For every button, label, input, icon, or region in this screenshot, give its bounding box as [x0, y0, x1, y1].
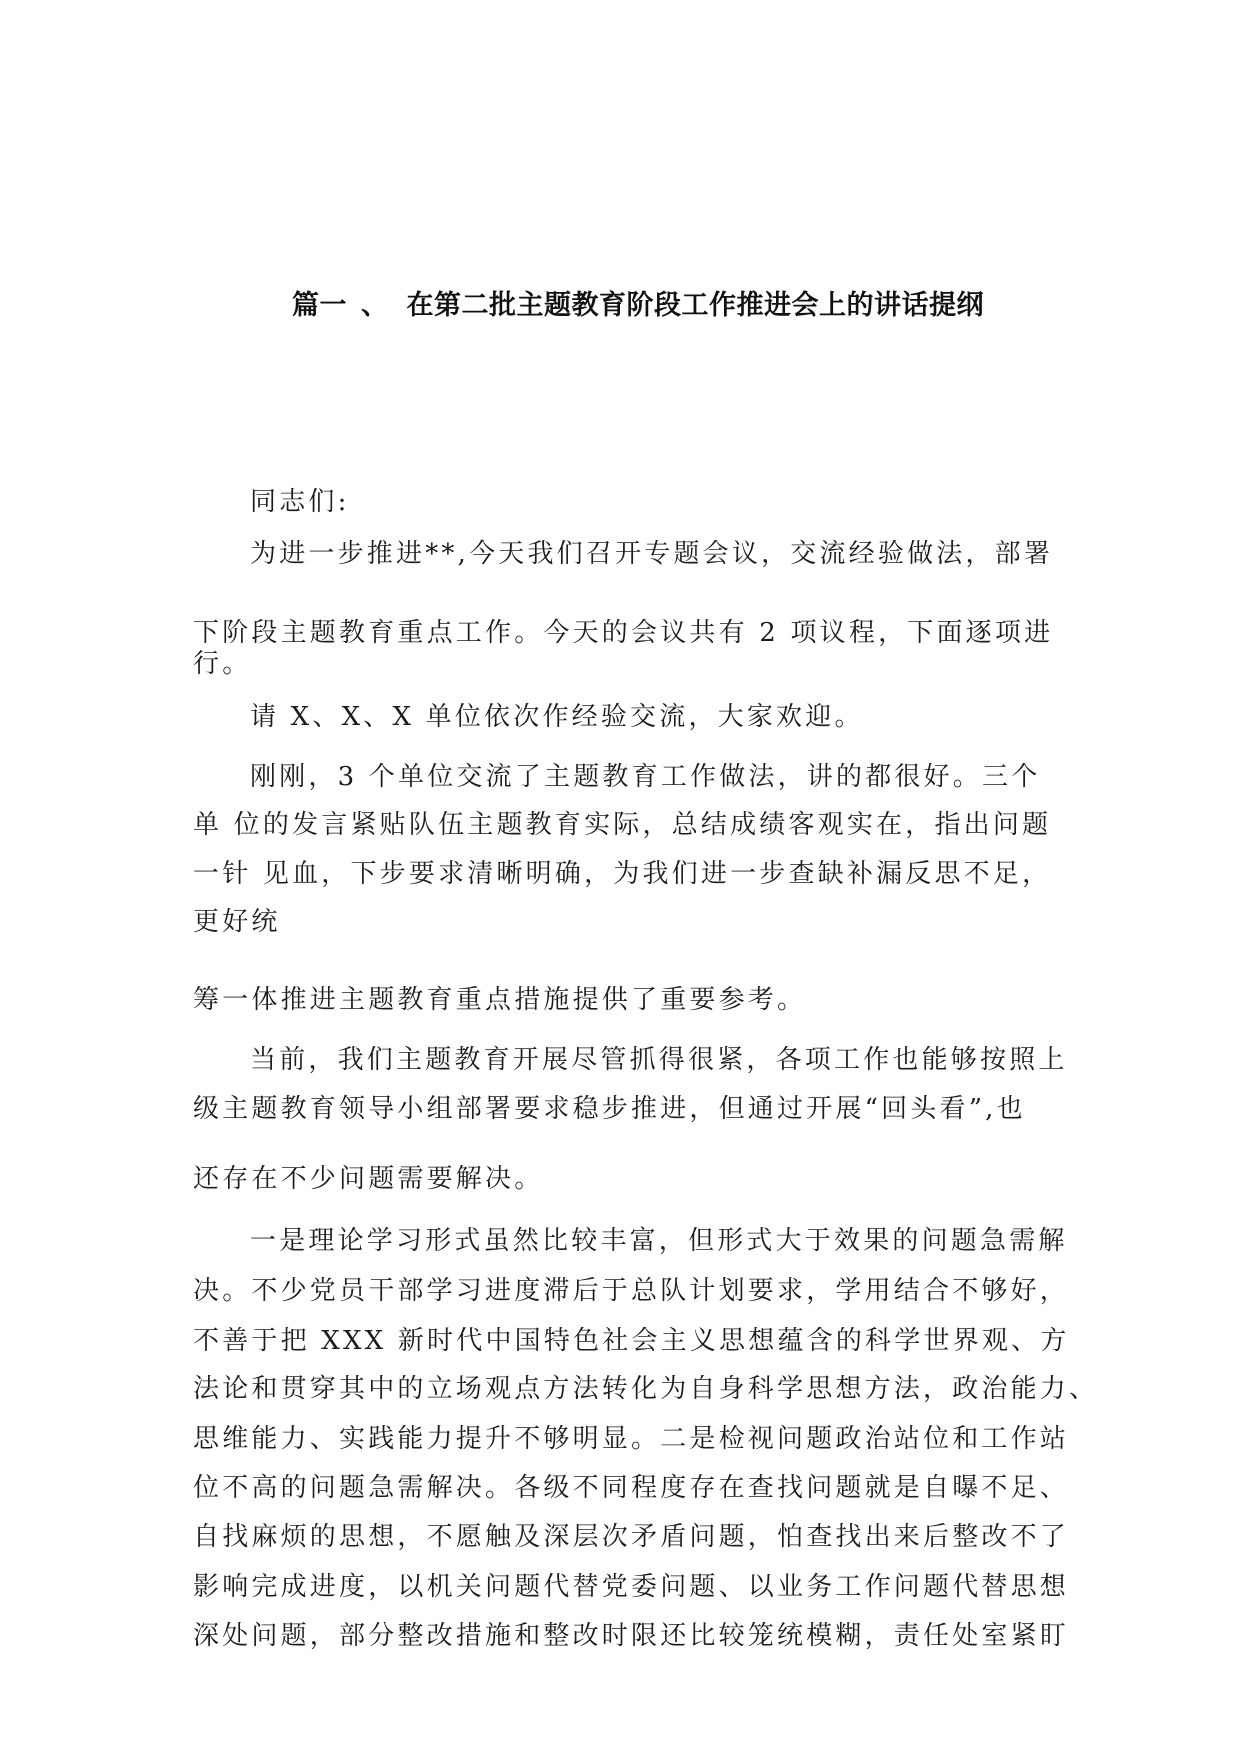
paragraph-line: 请 X、X、X 单位依次作经验交流，大家欢迎。 — [250, 702, 864, 732]
paragraph-line: 刚刚，3 个单位交流了主题教育工作做法，讲的都很好。三个 — [250, 762, 1041, 792]
paragraph-line: 自找麻烦的思想，不愿触及深层次矛盾问题，怕查找出来后整改不了 — [193, 1522, 1070, 1552]
paragraph-line: 决。不少党员干部学习进度滞后于总队计划要求，学用结合不够好， — [193, 1276, 1070, 1306]
paragraph-line: 筹一体推进主题教育重点措施提供了重要参考。 — [193, 985, 807, 1015]
paragraph-line: 更好统 — [193, 907, 281, 937]
paragraph-line: 下阶段主题教育重点工作。今天的会议共有 2 项议程，下面逐项进 — [193, 618, 1054, 648]
document-title — [292, 283, 984, 322]
title-separator: 、 — [361, 290, 389, 321]
paragraph-line: 思维能力、实践能力提升不够明显。二是检视问题政治站位和工作站 — [193, 1424, 1070, 1454]
paragraph-line: 当前，我们主题教育开展尽管抓得很紧，各项工作也能够按照上 — [250, 1045, 1068, 1075]
paragraph-line: 一是理论学习形式虽然比较丰富，但形式大于效果的问题急需解 — [250, 1226, 1068, 1256]
paragraph-line: 单 位的发言紧贴队伍主题教育实际，总结成绩客观实在，指出问题 — [193, 810, 1052, 840]
paragraph-line: 级主题教育领导小组部署要求稳步推进，但通过开展“回头看”,也 — [193, 1094, 1026, 1124]
paragraph-line: 位不高的问题急需解决。各级不同程度存在查找问题就是自曝不足、 — [193, 1473, 1070, 1503]
title-prefix: 篇一 — [292, 290, 347, 321]
salutation: 同志们: — [250, 487, 350, 517]
paragraph-line: 深处问题，部分整改措施和整改时限还比较笼统模糊，责任处室紧盯 — [193, 1621, 1070, 1651]
paragraph-line: 影响完成进度，以机关问题代替党委问题、以业务工作问题代替思想 — [193, 1572, 1070, 1602]
title-main: 在第二批主题教育阶段工作推进会上的讲话提纲 — [406, 290, 984, 321]
paragraph-line: 为进一步推进**,今天我们召开专题会议，交流经验做法，部署 — [250, 539, 1054, 569]
paragraph-line: 不善于把 XXX 新时代中国特色社会主义思想蕴含的科学世界观、方 — [193, 1326, 1070, 1356]
paragraph-line: 一针 见血，下步要求清晰明确，为我们进一步查缺补漏反思不足， — [193, 859, 1052, 889]
paragraph-line: 还存在不少问题需要解决。 — [193, 1164, 544, 1194]
paragraph-line: 法论和贯穿其中的立场观点方法转化为自身科学思想方法，政治能力、 — [193, 1374, 1099, 1404]
paragraph-line: 行。 — [193, 649, 252, 679]
